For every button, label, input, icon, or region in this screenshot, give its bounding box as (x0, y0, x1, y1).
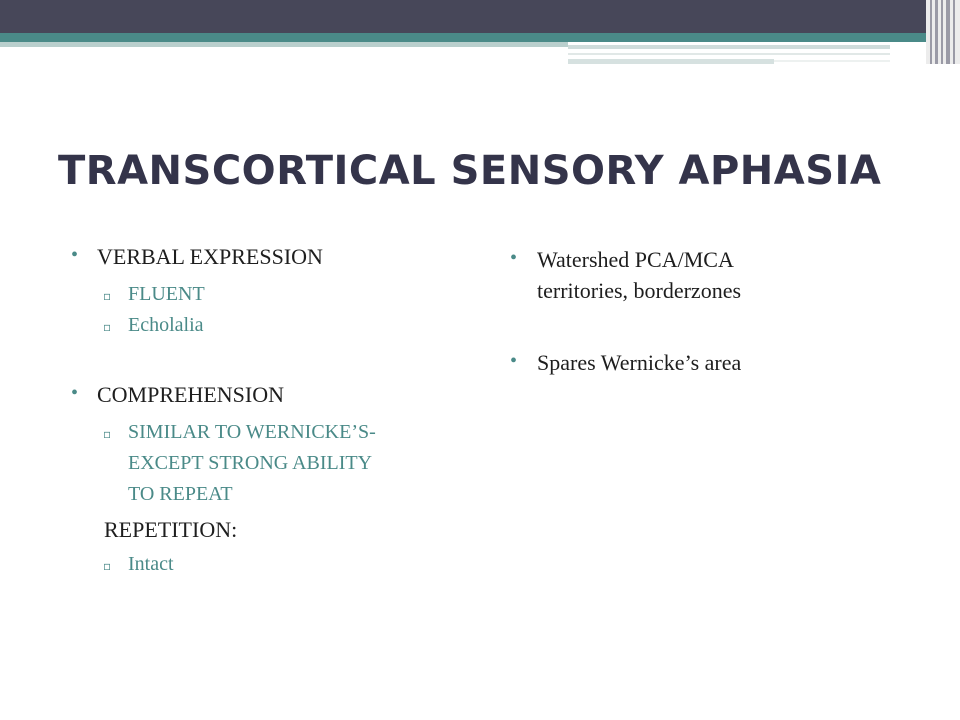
list-item: Echolalia (128, 314, 204, 336)
header-stripe (568, 59, 774, 64)
list-item: Intact (128, 553, 174, 575)
list-item: SIMILAR TO WERNICKE’S- (128, 421, 376, 443)
right-bullet-line: Watershed PCA/MCA (537, 247, 734, 272)
right-bullet-line: Spares Wernicke’s area (537, 350, 742, 375)
vertical-bar (930, 0, 932, 64)
list-item: FLUENT (128, 283, 205, 305)
list-item: EXCEPT STRONG ABILITY (128, 452, 373, 474)
vertical-bar (941, 0, 943, 64)
vertical-bar (935, 0, 938, 64)
sub-bullet-icon: ▫ (103, 559, 112, 573)
vertical-bar (946, 0, 950, 64)
bullet-icon: • (510, 350, 518, 372)
right-bullet-line: territories, borderzones (537, 278, 742, 303)
header-band-dark (0, 0, 960, 33)
header-stripe (568, 45, 890, 49)
section-heading-repetition: REPETITION: (104, 517, 238, 542)
sub-bullet-icon: ▫ (103, 289, 112, 303)
bullet-icon: • (71, 382, 79, 404)
header-band-teal (0, 33, 960, 42)
header-stripe (568, 53, 890, 55)
section-heading-comprehension: COMPREHENSION (97, 382, 285, 407)
bullet-icon: • (510, 247, 518, 269)
slide-title: TRANSCORTICAL SENSORY APHASIA (58, 148, 882, 194)
header-vertical-bars (926, 0, 960, 64)
vertical-bar (953, 0, 955, 64)
header-band-light (0, 42, 568, 47)
sub-bullet-icon: ▫ (103, 427, 112, 441)
bullet-icon: • (71, 244, 79, 266)
header-stripe (774, 60, 890, 62)
list-item: TO REPEAT (128, 483, 233, 505)
sub-bullet-icon: ▫ (103, 320, 112, 334)
section-heading-verbal-expression: VERBAL EXPRESSION (97, 244, 323, 269)
